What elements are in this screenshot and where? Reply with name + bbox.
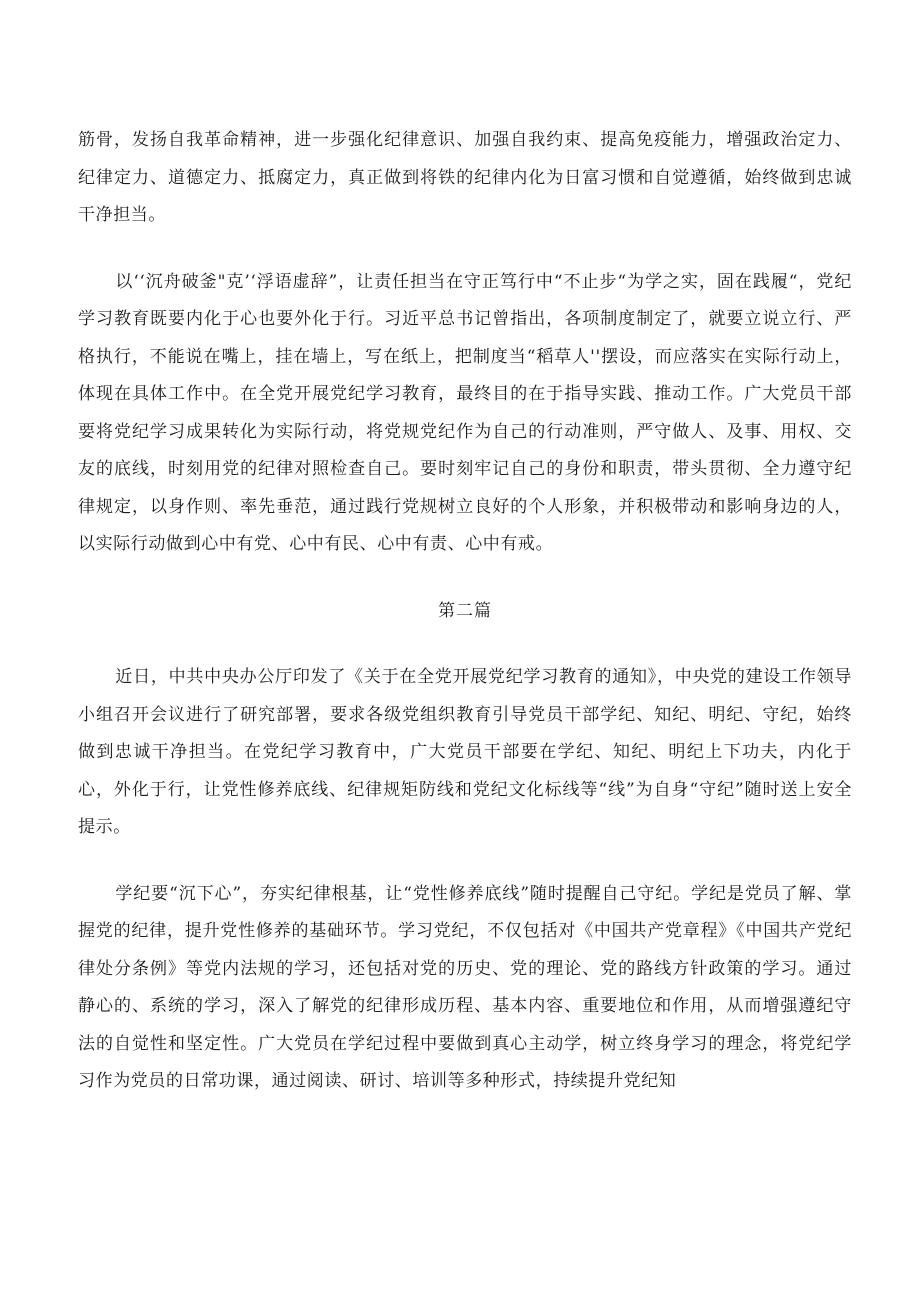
paragraph-gap bbox=[78, 847, 852, 876]
section-heading: 第二篇 bbox=[438, 600, 492, 621]
paragraph-2: 以‘‘沉舟破釜"克’‘浮语虚辞”，让责任担当在守正笃行中“不止步“为学之实，固在践履“，党纪学习教育既要内化于心也要外化于行。习近平总书记曾指出，各项制度制定了，就要立说立行、严格执行，不能说在嘴上，挂在墙上，写在纸上，把制度当“稻草人''摆设，而应落实在实际行动上，体现在具体工作中。在全党开展党纪学习教育，最终目的在于指导实践、推动工作。广大党员干部要将党纪学习成果转化为实际行动，将党规党纪作为自己的行动准则，严守做人、及事、用权、交友的底线，时刻用党的纪律对照检查自己。要时刻牢记自己的身份和职责，带头贯彻、全力遵守纪律规定，以身作则、率先垂范，通过践行党规树立良好的个人形象，并积极带动和影响身边的人，以实际行动做到心中有党、心中有民、心中有责、心中有戒。 bbox=[78, 271, 852, 554]
document-page bbox=[78, 122, 852, 1101]
paragraph-4: 学纪要“沉下心”，夯实纪律根基，让“党性修养底线”随时提醒自己守纪。学纪是党员了解、掌握党的纪律，提升党性修养的基础环节。学习党纪，不仅包括对《中国共产党章程》《中国共产党纪律处分条例》等党内法规的学习，还包括对党的历史、党的理论、党的路线方针政策的学习。通过静心的、系统的学习，深入了解党的纪律形成历程、基本内容、重要地位和作用，从而增强遵纪守法的自觉性和坚定性。广大党员在学纪过程中要做到真心主动学，树立终身学习的理念，将党纪学习作为党员的日常功课，通过阅读、研讨、培训等多种形式，持续提升党纪知 bbox=[78, 883, 852, 1091]
paragraph-1: 筋骨，发扬自我革命精神，进一步强化纪律意识、加强自我约束、提高免疫能力，增强政治定力、纪律定力、道德定力、抵腐定力，真正做到将铁的纪律内化为日富习惯和自觉遵循，始终做到忠诚干净担当。 bbox=[78, 130, 852, 225]
paragraph-gap bbox=[78, 564, 852, 593]
paragraph-gap bbox=[78, 235, 852, 264]
paragraph-3: 近日，中共中央办公厅印发了《关于在全党开展党纪学习教育的通知》，中央党的建设工作领导小组召开会议进行了研究部署，要求各级党组织教育引导党员干部学纪、知纪、明纪、守纪，始终做到忠诚干净担当。在党纪学习教育中，广大党员干部要在学纪、知纪、明纪上下功夫，内化于心，外化于行，让党性修养底线、纪律规矩防线和党纪文化标线等“线”为自身“守纪”随时送上安全提示。 bbox=[78, 667, 852, 837]
paragraph-gap bbox=[78, 630, 852, 659]
